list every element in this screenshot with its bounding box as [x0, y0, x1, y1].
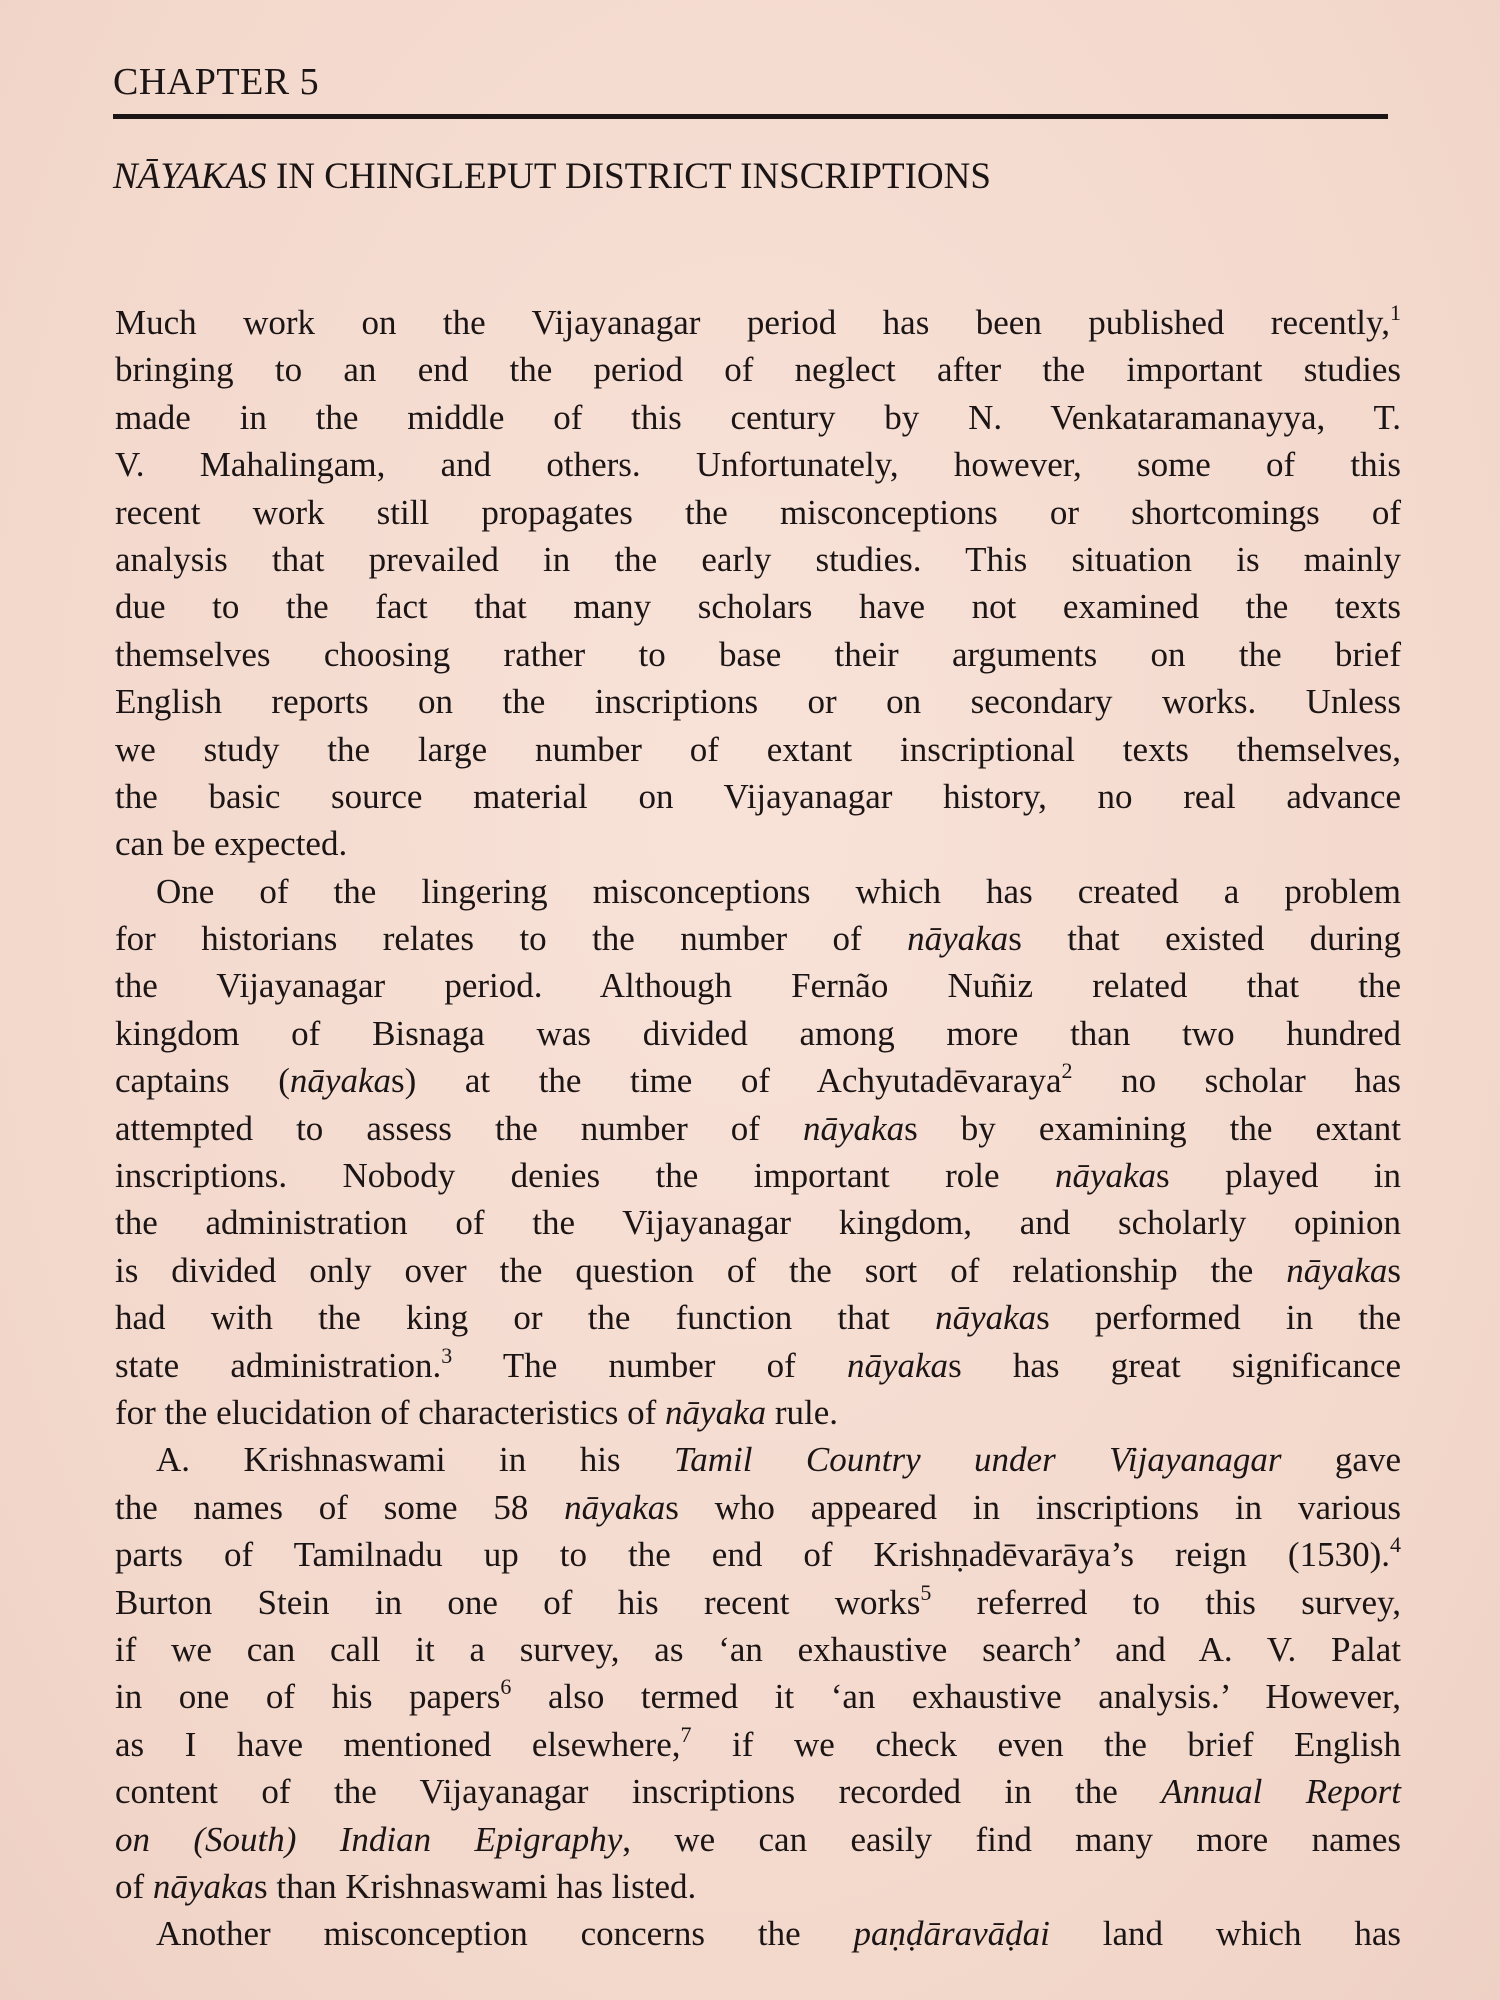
text-run: if we check even the brief English: [691, 1724, 1401, 1764]
text-line: [115, 1768, 1401, 1815]
text-run: A. Krishnaswami in his: [156, 1440, 674, 1480]
text-run: Burton Stein in one of his recent works: [115, 1582, 921, 1622]
text-run: the administration of the Vijayanagar kingdom, and scholarly opinion: [115, 1203, 1401, 1243]
text-run: Another misconception concerns the: [156, 1914, 854, 1954]
text-line: [115, 1436, 1401, 1483]
text-run: content of the Vijayanagar inscriptions recorded in the: [115, 1772, 1162, 1812]
text-run: for historians relates to the number of: [115, 919, 908, 959]
text-line: [115, 1531, 1401, 1578]
text-run: gave: [1281, 1440, 1401, 1480]
footnote-ref: 6: [500, 1674, 512, 1700]
text-line: [115, 868, 1401, 915]
text-run: no scholar has: [1072, 1061, 1401, 1101]
text-line: [115, 1863, 1401, 1910]
text-line: [115, 1199, 1401, 1246]
italic-term: nāyaka: [564, 1487, 666, 1527]
italic-term: nāyaka: [1054, 1156, 1157, 1196]
text-run: kingdom of Bisnaga was divided among more than two hundred: [115, 1013, 1401, 1053]
text-run: state administration.: [115, 1345, 442, 1385]
italic-term: Tamil Country under Vijayanagar: [673, 1440, 1282, 1480]
text-run: rule.: [766, 1392, 839, 1432]
text-run: had with the king or the function that: [115, 1298, 936, 1338]
italic-term: nāyaka: [935, 1298, 1037, 1338]
text-run: captains (: [115, 1061, 290, 1101]
text-line: [115, 726, 1401, 773]
text-line: [115, 346, 1401, 393]
text-run: in one of his papers: [115, 1677, 501, 1717]
text-line: [115, 583, 1401, 630]
italic-term: nāyaka: [152, 1866, 254, 1906]
text-run: , we can easily find many more names: [622, 1819, 1401, 1859]
text-line: [115, 1010, 1401, 1057]
footnote-ref: 3: [441, 1342, 453, 1368]
text-run: s who appeared in inscriptions in various: [665, 1487, 1401, 1527]
text-run: s played in: [1156, 1156, 1401, 1196]
text-line: [115, 915, 1401, 962]
text-line: [115, 441, 1401, 488]
text-run: recent work still propagates the misconceptions or shortcomings of: [115, 492, 1401, 532]
text-run: s than Krishnaswami has listed.: [253, 1866, 697, 1906]
italic-term: nāyaka: [1286, 1250, 1388, 1290]
text-line: [115, 1816, 1401, 1863]
text-run: s performed in the: [1036, 1298, 1401, 1338]
text-run: can be expected.: [115, 824, 348, 864]
text-line: [115, 962, 1401, 1009]
text-line: [115, 536, 1401, 583]
text-run: the basic source material on Vijayanagar history, no real advance: [115, 776, 1401, 816]
text-run: if we can call it a survey, as ‘an exhaustive search’ and A. V. Palat: [115, 1629, 1401, 1669]
text-line: [115, 1294, 1401, 1341]
text-run: as I have mentioned elsewhere,: [115, 1724, 681, 1764]
text-line: [115, 1342, 1401, 1389]
italic-term: nāyaka: [665, 1392, 767, 1432]
text-line: [115, 1721, 1401, 1768]
footnote-ref: 4: [1390, 1532, 1401, 1558]
text-run: the names of some 58: [115, 1487, 565, 1527]
italic-term: nāyaka: [846, 1345, 949, 1385]
text-run: Much work on the Vijayanagar period has been published recently,: [115, 303, 1390, 342]
text-run: parts of Tamilnadu up to the end of Krishṇadēvarāya’s reign (1530).: [115, 1535, 1390, 1575]
text-run: land which has: [1049, 1914, 1401, 1954]
text-line: [115, 1105, 1401, 1152]
text-line: [115, 820, 1401, 867]
italic-term: on (South) Indian Epigraphy: [115, 1819, 623, 1859]
text-run: The number of: [452, 1345, 847, 1385]
text-line: [115, 1247, 1401, 1294]
text-line: [115, 1910, 1401, 1957]
text-run: referred to this survey,: [931, 1582, 1402, 1622]
italic-term: Annual Report: [1161, 1772, 1401, 1812]
text-line: [115, 489, 1401, 536]
text-run: s has great significance: [948, 1345, 1402, 1385]
footnote-ref: 7: [680, 1721, 692, 1747]
text-line: [115, 394, 1401, 441]
text-run: inscriptions. Nobody denies the important role: [115, 1156, 1055, 1196]
chapter-title-italic: NĀYAKAS: [113, 156, 267, 197]
text-line: [115, 299, 1401, 346]
text-line: [115, 1389, 1401, 1436]
italic-term: nāyaka: [907, 919, 1009, 959]
text-run: due to the fact that many scholars have not examined the texts: [115, 587, 1401, 627]
text-run: s that existed during: [1008, 919, 1402, 959]
text-line: [115, 1673, 1401, 1720]
text-line: [115, 1057, 1401, 1104]
text-line: [115, 1579, 1401, 1626]
body-text: [115, 299, 1401, 1958]
text-run: is divided only over the question of the sort of relationship the: [115, 1250, 1287, 1290]
text-run: the Vijayanagar period. Although Fernão Nuñiz related that the: [115, 966, 1401, 1006]
text-line: [115, 631, 1401, 678]
text-line: [115, 678, 1401, 725]
text-run: for the elucidation of characteristics of: [115, 1392, 666, 1432]
text-run: we study the large number of extant inscriptional texts themselves,: [115, 729, 1401, 769]
text-run: English reports on the inscriptions or on secondary works. Unless: [115, 682, 1401, 722]
chapter-title-rest: IN CHINGLEPUT DISTRICT INSCRIPTIONS: [266, 156, 991, 197]
text-line: [115, 1152, 1401, 1199]
footnote-ref: 2: [1061, 1058, 1073, 1084]
text-run: also termed it ‘an exhaustive analysis.’ However,: [511, 1677, 1401, 1717]
chapter-rule-divider: [113, 114, 1388, 119]
text-run: attempted to assess the number of: [115, 1108, 804, 1148]
text-run: made in the middle of this century by N. Venkataramanayya, T.: [115, 397, 1401, 437]
italic-term: nāyaka: [289, 1061, 391, 1101]
text-run: One of the lingering misconceptions which has created a problem: [156, 871, 1401, 911]
text-run: of: [115, 1866, 153, 1906]
text-run: analysis that prevailed in the early studies. This situation is mainly: [115, 539, 1401, 579]
text-run: s: [1387, 1250, 1401, 1290]
text-line: [115, 1626, 1401, 1673]
italic-term: nāyaka: [803, 1108, 905, 1148]
text-run: themselves choosing rather to base their arguments on the brief: [115, 634, 1401, 674]
text-run: bringing to an end the period of neglect after the important studies: [115, 350, 1401, 390]
text-run: V. Mahalingam, and others. Unfortunately, however, some of this: [115, 445, 1401, 485]
chapter-label: CHAPTER 5: [113, 61, 320, 103]
text-run: s) at the time of Achyutadēvaraya: [391, 1061, 1062, 1101]
italic-term: paṇḍāravāḍai: [853, 1914, 1050, 1954]
text-line: [115, 1484, 1401, 1531]
text-run: s by examining the extant: [904, 1108, 1402, 1148]
footnote-ref: 1: [1390, 300, 1401, 325]
footnote-ref: 5: [920, 1579, 932, 1605]
text-line: [115, 773, 1401, 820]
chapter-title: [113, 155, 991, 198]
